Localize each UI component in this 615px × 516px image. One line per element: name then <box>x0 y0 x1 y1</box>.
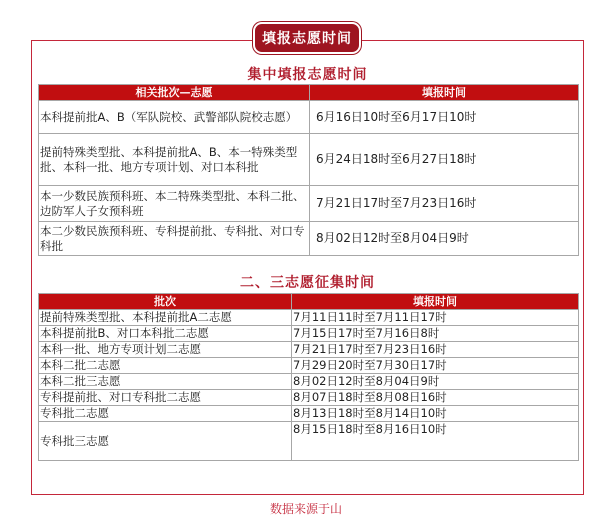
table-header-row <box>39 85 579 101</box>
batch-cell: 本二少数民族预科班、专科提前批、专科批、对口专科批 <box>39 222 310 256</box>
time-cell: 8月02日12时至8月04日9时 <box>292 374 579 390</box>
column-header-batch: 相关批次—志愿 <box>39 85 310 101</box>
solicitation-table <box>38 293 579 461</box>
table-row <box>39 134 579 186</box>
table-row <box>39 342 579 358</box>
section-title-concentrated: 集中填报志愿时间 <box>247 67 368 83</box>
table-header-row <box>39 294 579 310</box>
time-cell: 7月21日17时至7月23日16时 <box>310 186 579 222</box>
table-row <box>39 186 579 222</box>
table-row <box>39 374 579 390</box>
time-cell: 7月21日17时至7月23日16时 <box>292 342 579 358</box>
batch-cell: 提前特殊类型批、本科提前批A、B、本一特殊类型批、本科一批、地方专项计划、对口本科批 <box>39 134 310 186</box>
time-cell: 6月16日10时至6月17日10时 <box>310 101 579 134</box>
table-row <box>39 406 579 422</box>
column-header-time: 填报时间 <box>310 85 579 101</box>
column-header-time: 填报时间 <box>292 294 579 310</box>
concentrated-filling-table <box>38 84 579 256</box>
table-row <box>39 222 579 256</box>
table-row <box>39 101 579 134</box>
batch-cell: 本科二批二志愿 <box>39 358 292 374</box>
table-row <box>39 422 579 461</box>
batch-cell: 本科一批、地方专项计划二志愿 <box>39 342 292 358</box>
time-cell: 7月11日11时至7月11日17时 <box>292 310 579 326</box>
batch-cell: 专科提前批、对口专科批二志愿 <box>39 390 292 406</box>
section-title-solicitation: 二、三志愿征集时间 <box>240 275 375 291</box>
table-row <box>39 358 579 374</box>
footer-source-note: 数据来源于山 <box>270 502 343 516</box>
time-cell: 8月07日18时至8月08日16时 <box>292 390 579 406</box>
time-cell: 8月15日18时至8月16日10时 <box>292 422 579 461</box>
table-row <box>39 390 579 406</box>
time-cell: 7月15日17时至7月16日8时 <box>292 326 579 342</box>
time-cell: 6月24日18时至6月27日18时 <box>310 134 579 186</box>
table-row <box>39 310 579 326</box>
batch-cell: 本科二批三志愿 <box>39 374 292 390</box>
table-row <box>39 326 579 342</box>
time-cell: 8月02日12时至8月04日9时 <box>310 222 579 256</box>
column-header-batch: 批次 <box>39 294 292 310</box>
time-cell: 8月13日18时至8月14日10时 <box>292 406 579 422</box>
batch-cell: 本科提前批A、B（军队院校、武警部队院校志愿） <box>39 101 310 134</box>
batch-cell: 本一少数民族预科班、本二特殊类型批、本科二批、边防军人子女预科班 <box>39 186 310 222</box>
header-badge: 填报志愿时间 <box>253 22 361 54</box>
batch-cell: 专科批三志愿 <box>39 422 292 461</box>
time-cell: 7月29日20时至7月30日17时 <box>292 358 579 374</box>
batch-cell: 提前特殊类型批、本科提前批A二志愿 <box>39 310 292 326</box>
batch-cell: 专科批二志愿 <box>39 406 292 422</box>
batch-cell: 本科提前批B、对口本科批二志愿 <box>39 326 292 342</box>
